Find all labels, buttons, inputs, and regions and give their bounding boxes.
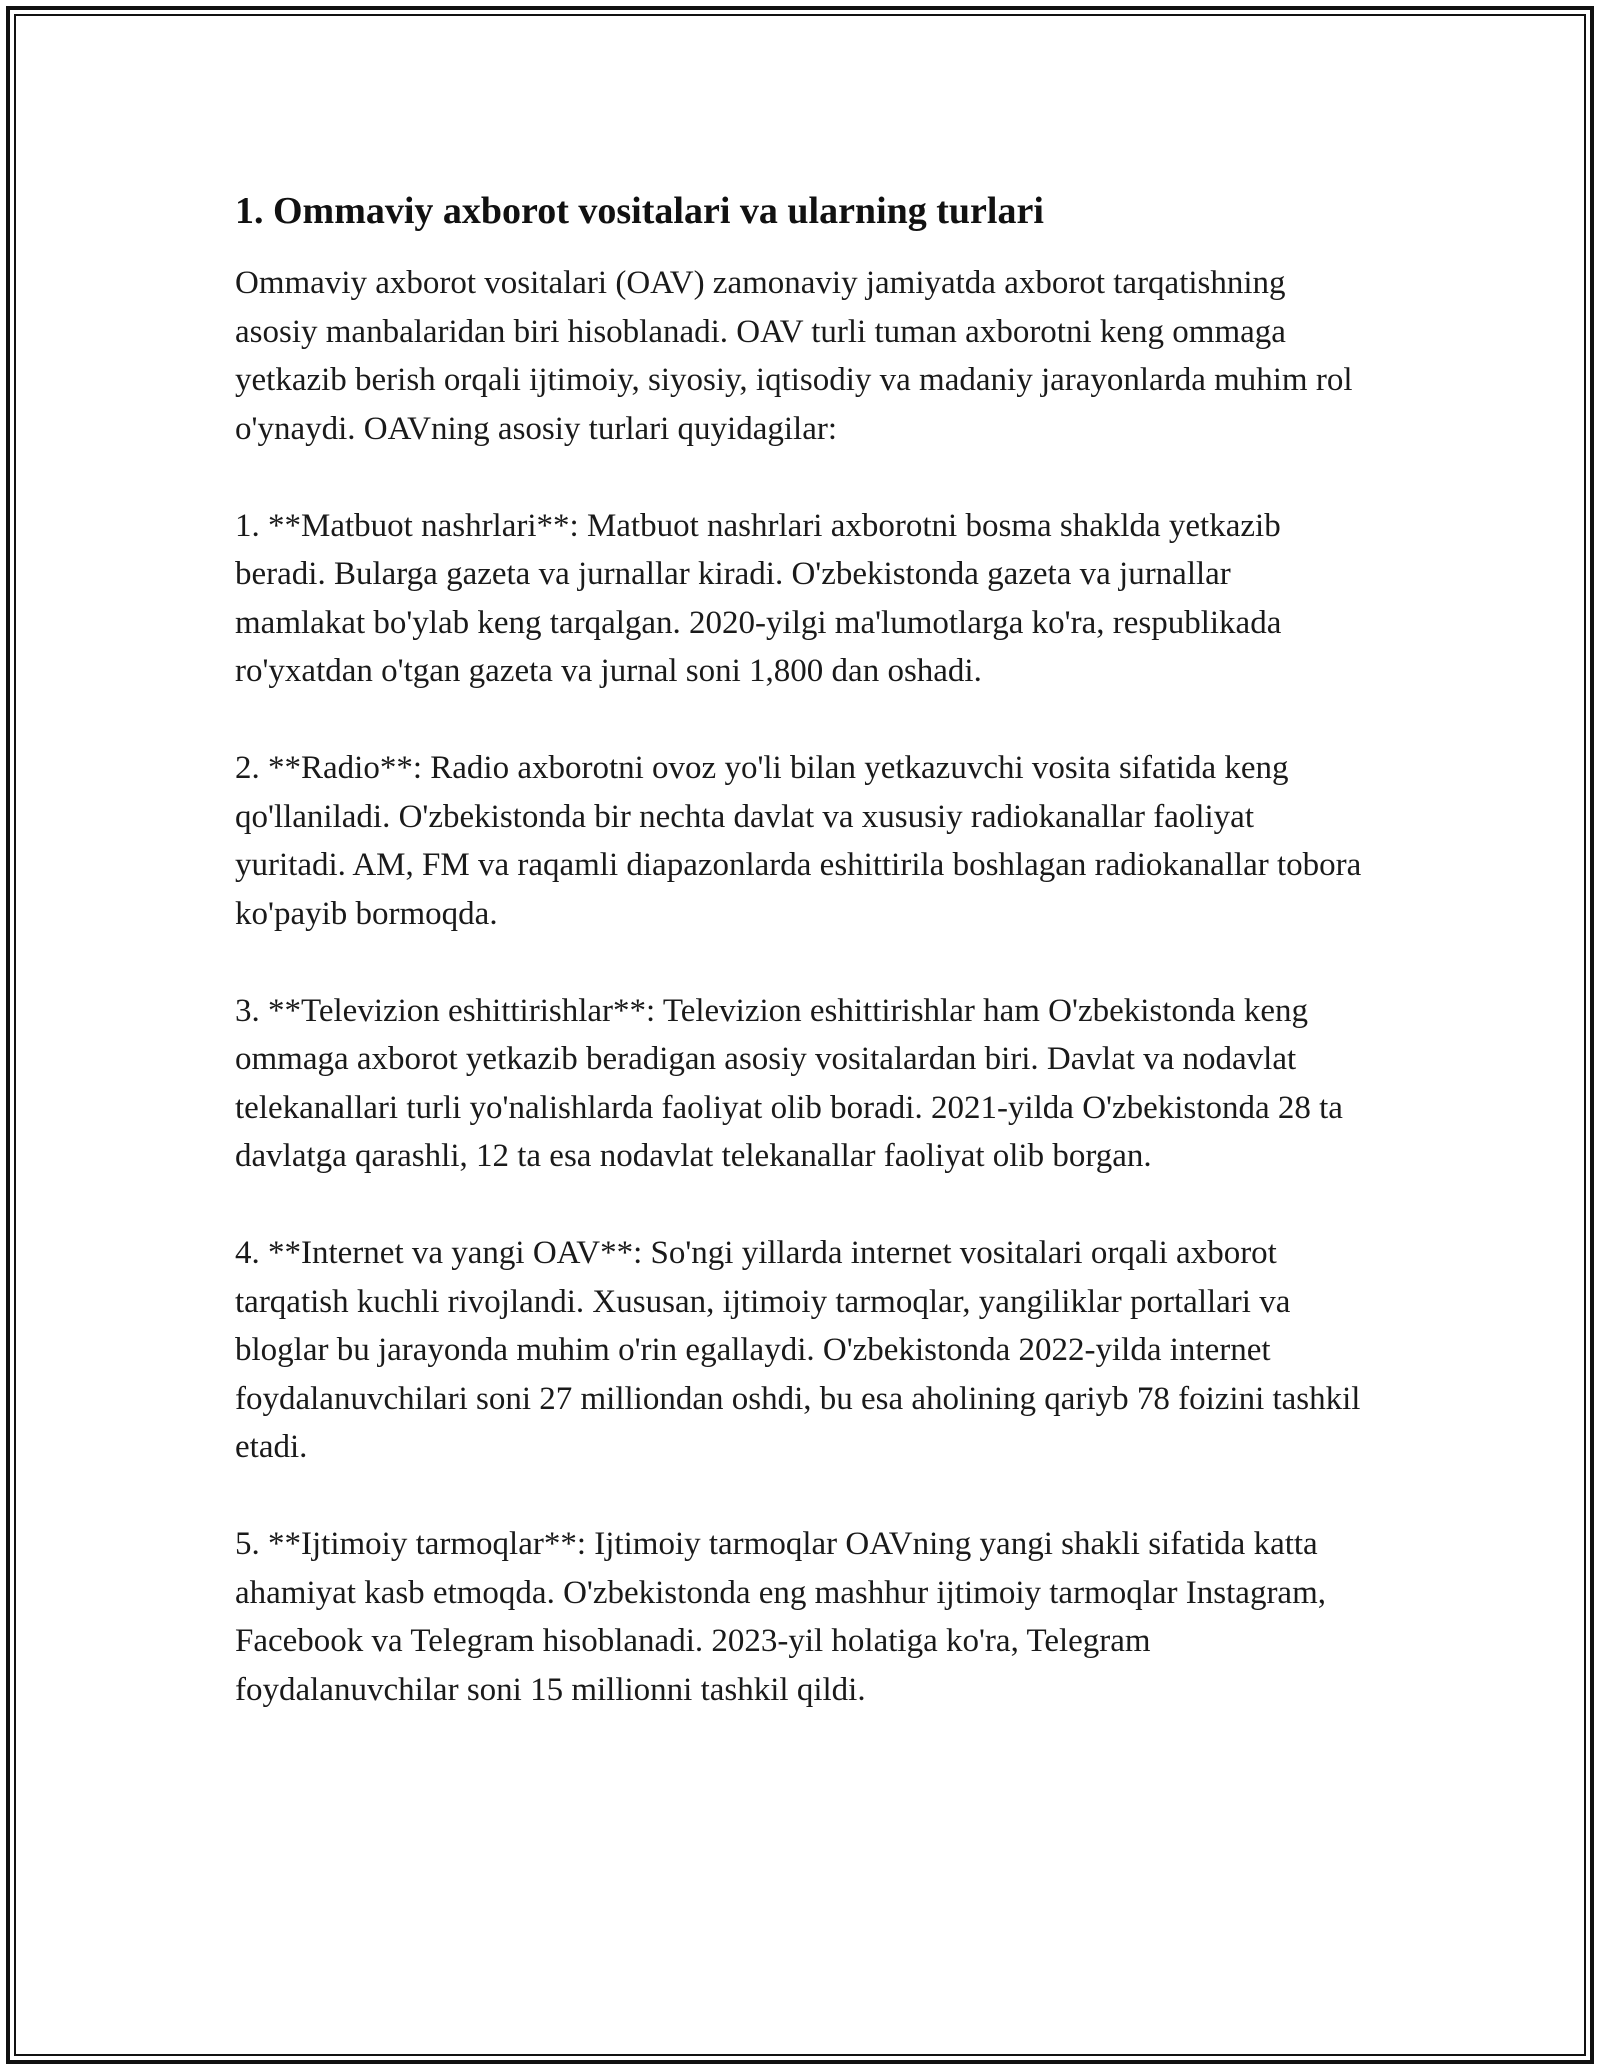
section-heading: 1. Ommaviy axborot vositalari va ularning turlari [235,190,1044,232]
paragraph-social-networks: 5. **Ijtimoiy tarmoqlar**: Ijtimoiy tarmoqlar OAVning yangi shakli sifatida katta ahamiyat kasb etmoqda. O'zbekistonda eng mashhur ijtimoiy tarmoqlar Instagram, Facebook va Telegram hisoblanadi. 2023-yil holatiga ko'ra, Telegram foydalanuvchilar soni 15 millionni tashkil qildi. [235,1526,1326,1708]
document-body [235,185,1365,1763]
paragraph-internet: 4. **Internet va yangi OAV**: So'ngi yillarda internet vositalari orqali axborot tarqatish kuchli rivojlandi. Xususan, ijtimoiy tarmoqlar, yangiliklar portallari va bloglar bu jarayonda muhim o'rin egallaydi. O'zbekistonda 2022-yilda internet foydalanuvchilari soni 27 milliondan oshdi, bu esa aholining qariyb 78 foizini tashkil etadi. [235,1235,1361,1465]
paragraph-print-media: 1. **Matbuot nashrlari**: Matbuot nashrlari axborotni bosma shakldа yetkazib beradi. Bularga gazeta va jurnallar kiradi. O'zbekistonda gazeta va jurnallar mamlakat bo'ylab keng tarqalgan. 2020-yilgi ma'lumotlarga ko'ra, respublikada ro'yxatdan o'tgan gazeta va jurnal soni 1,800 dan oshadi. [235,507,1282,689]
intro-paragraph: Ommaviy axborot vositalari (OAV) zamonaviy jamiyatda axborot tarqatishning asosiy manbalaridan biri hisoblanadi. OAV turli tuman axborotni keng ommaga yetkazib berish orqali ijtimoiy, siyosiy, iqtisodiy va madaniy jarayonlarda muhim rol o'ynaydi. OAVning asosiy turlari quyidagilar: [235,265,1353,447]
paragraph-radio: 2. **Radio**: Radio axborotni ovoz yo'li bilan yetkazuvchi vosita sifatida keng qo'llaniladi. O'zbekistonda bir nechta davlat va xususiy radiokanallar faoliyat yuritadi. AM, FM va raqamli diapazonlarda eshittirila boshlagan radiokanallar tobora ko'payib bormoqda. [235,750,1362,932]
paragraph-television: 3. **Televizion eshittirishlar**: Televizion eshittirishlar ham O'zbekistonda keng ommaga axborot yetkazib beradigan asosiy vositalardan biri. Davlat va nodavlat telekanallari turli yo'nalishlarda faoliyat olib boradi. 2021-yilda O'zbekistonda 28 ta davlatga qarashli, 12 ta esa nodavlat telekanallar faoliyat olib borgan. [235,992,1343,1174]
